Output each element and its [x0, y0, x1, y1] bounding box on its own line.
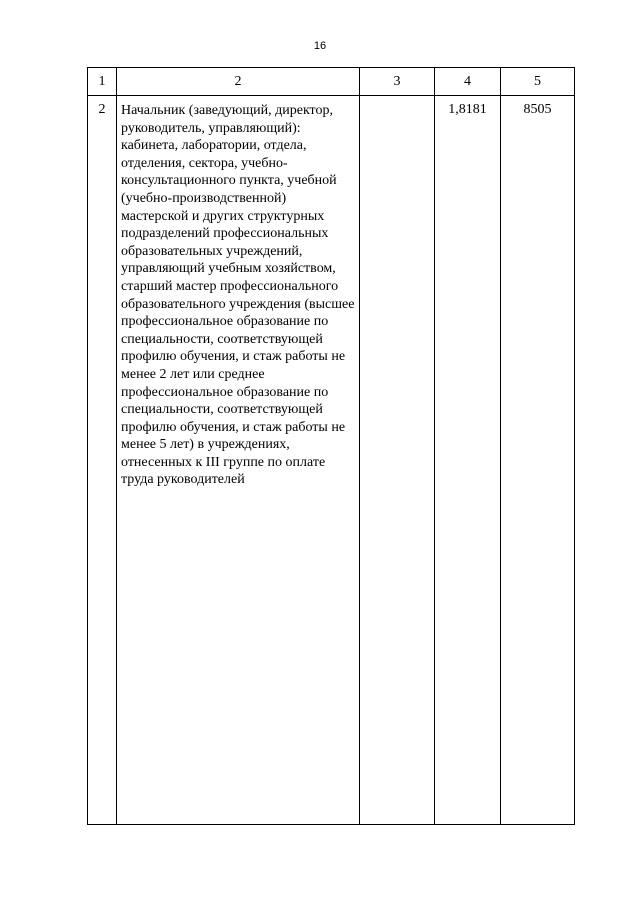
row-col3-empty	[360, 96, 435, 825]
header-cell-3: 3	[360, 68, 435, 96]
page-number: 16	[313, 40, 327, 52]
header-cell-5: 5	[501, 68, 575, 96]
row-number: 2	[88, 96, 117, 825]
header-cell-1: 1	[88, 68, 117, 96]
salary-table	[87, 67, 575, 825]
table-header-row	[88, 68, 575, 96]
salary-coefficient: 1,8181	[435, 96, 501, 825]
header-cell-2: 2	[117, 68, 360, 96]
salary-amount: 8505	[501, 96, 575, 825]
position-description: Начальник (заведующий, директор, руководитель, управляющий): кабинета, лаборатории, отдела, отделения, сектора, учебно-консультационного пункта, учебной (учебно-производственной) мастерской и других структурных подразделений профессиональных образовательных учреждений, управляющий учебным хозяйством, старший мастер профессионального образовательного учреждения (высшее профессиональное образование по специальности, соответствующей профилю обучения, и стаж работы не менее 2 лет или среднее профессиональное образование по специальности, соответствующей профилю обучения, и стаж работы не менее 5 лет) в учреждениях, отнесенных к III группе по оплате труда руководителей	[117, 96, 360, 825]
table-row	[88, 96, 575, 825]
header-cell-4: 4	[435, 68, 501, 96]
